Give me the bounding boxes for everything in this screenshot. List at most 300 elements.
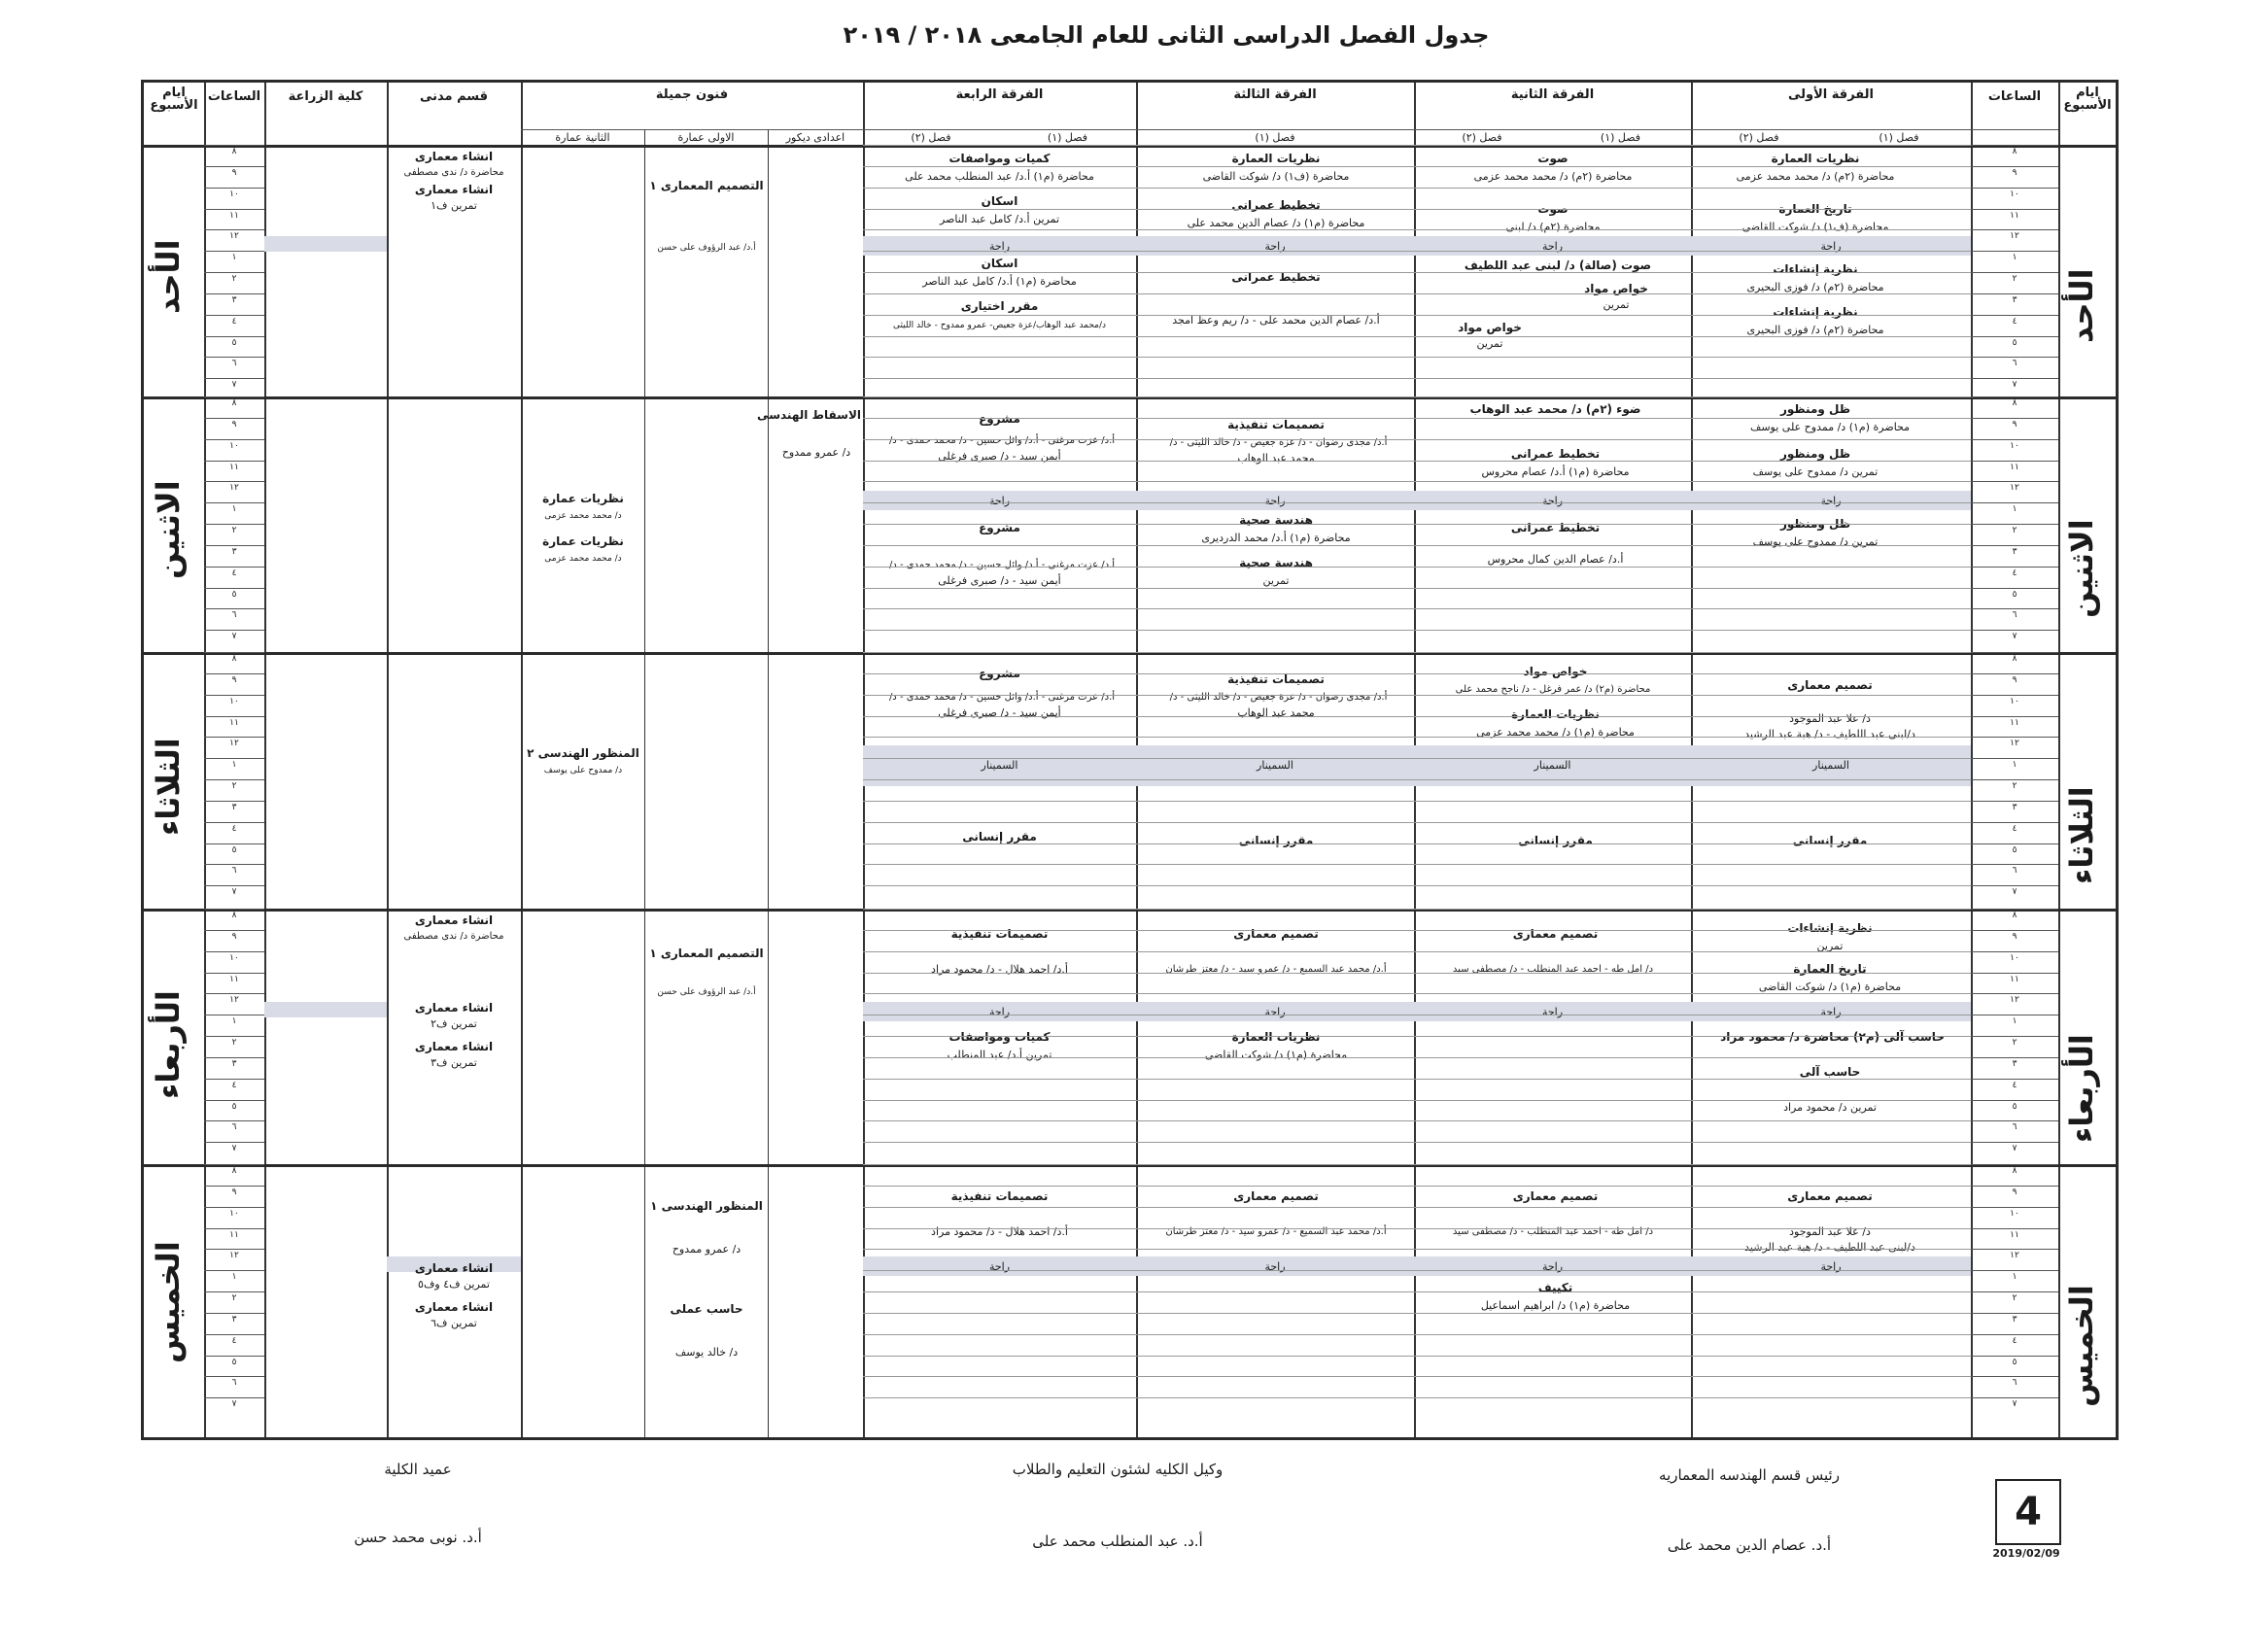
- grid-row-line: [863, 545, 1971, 546]
- hour-row-line: [204, 1376, 264, 1377]
- hour-row-line: [204, 588, 264, 589]
- cell-detail: أ.د/ احمد هلال - د/ محمود مراد: [931, 963, 1068, 976]
- grid-row-line: [863, 822, 1971, 823]
- cell-title: ظل ومنظور: [1779, 517, 1851, 531]
- vice-dean-title: وكيل الكليه لشئون التعليم والطلاب: [1012, 1461, 1224, 1478]
- cell-title: انشاء معمارى: [414, 913, 494, 927]
- hour-row-line: [1971, 1291, 2058, 1292]
- cell-detail: محمد عبد الوهاب: [1237, 452, 1315, 465]
- cell-title: خواص مواد: [1523, 665, 1588, 678]
- cell-detail: محاضرة (ف١) د/ شوكت القاضى: [1202, 170, 1350, 183]
- grid-row-line: [863, 229, 1971, 230]
- hour-number: ٥: [231, 589, 237, 600]
- hour-number: ٣: [231, 294, 237, 305]
- hour-number: ٥: [231, 337, 237, 348]
- hour-number: ٦: [2012, 866, 2017, 877]
- hour-row-line: [1971, 1207, 2058, 1208]
- cell-detail: محاضرة (ف١) د/ شوكت القاضى: [1741, 221, 1889, 233]
- hour-number: ١: [231, 1272, 237, 1283]
- hour-row-line: [204, 1164, 264, 1165]
- hour-row-line: [1971, 1186, 2058, 1187]
- hour-number: ١١: [229, 462, 239, 472]
- grid-row-line: [863, 1186, 1971, 1187]
- cell-detail: تمرين د/ ممدوح على يوسف: [1752, 465, 1879, 478]
- hour-row-line: [1971, 801, 2058, 802]
- hour-number: ٤: [2012, 1080, 2017, 1090]
- break-label: راحة: [1264, 240, 1286, 253]
- cell-detail: أيمن سيد - د/ صبرى فرغلى: [938, 450, 1061, 463]
- hour-row-line: [1971, 1228, 2058, 1229]
- row-line: [521, 129, 2058, 130]
- hour-row-line: [204, 822, 264, 823]
- hour-number: ٤: [2012, 823, 2017, 834]
- hour-number: ١١: [229, 974, 239, 984]
- cell-detail: محاضرة (م١) د/ ابراهيم اسماعيل: [1480, 1299, 1631, 1312]
- hour-row-line: [204, 251, 264, 252]
- grid-row-line: [863, 779, 1971, 780]
- hour-number: ٤: [231, 823, 237, 834]
- hour-row-line: [1971, 461, 2058, 462]
- grid-row-line: [863, 439, 1971, 440]
- hour-row-line: [1971, 652, 2058, 653]
- grid-row-line: [863, 652, 1971, 653]
- cell-title: صوت: [1537, 202, 1569, 216]
- hour-row-line: [1971, 716, 2058, 717]
- hour-row-line: [204, 166, 264, 167]
- grid-row-line: [863, 315, 1971, 316]
- cell-detail: أ.د/ عصام الدين محمد على - د/ ريم وعظ امجد: [1172, 314, 1380, 327]
- hour-row-line: [1971, 864, 2058, 865]
- cell-title: الاسقاط الهندسى: [757, 408, 861, 422]
- fine-arts-header: فنون جميلة: [655, 87, 729, 102]
- cell-title: كميات ومواصفات: [948, 152, 1051, 165]
- cell-detail: محاضرة (٢م) د/ لبنى: [1505, 221, 1601, 233]
- break-label: راحة: [1820, 1006, 1842, 1018]
- hour-number: ٨: [2012, 911, 2017, 920]
- cell-title: تخطيط عمرانى: [1231, 198, 1321, 212]
- hour-row-line: [204, 1397, 264, 1398]
- cell-title: تخطيط عمرانى: [1510, 447, 1601, 461]
- cell-detail: محاضرة (م١) د/ شوكت القاضى: [1758, 981, 1902, 993]
- hour-row-line: [204, 673, 264, 674]
- hour-number: ١١: [2010, 1229, 2019, 1240]
- hour-row-line: [1971, 673, 2058, 674]
- cell-detail: أ.د/ محمد عبد السميع - د/ عمرو سيد - د/ معتز طرشان: [1165, 964, 1387, 975]
- hour-row-line: [204, 461, 264, 462]
- cell-title: مشروع: [979, 667, 1020, 680]
- cell-detail: تمرين أ.د/ عبد المنطلب: [947, 1049, 1052, 1061]
- cell-title: تصميم معمارى: [1233, 927, 1319, 941]
- first-year-header: الفرقة الأولى: [1788, 87, 1874, 102]
- hour-row-line: [1971, 1036, 2058, 1037]
- hour-number: ٨: [2012, 147, 2017, 156]
- grid-row-line: [863, 272, 1971, 273]
- fa-arch2-header: الثانية عمارة: [555, 131, 610, 144]
- hour-number: ٩: [231, 674, 237, 685]
- hour-row-line: [204, 885, 264, 886]
- hour-number: ٥: [2012, 1101, 2017, 1112]
- break-label: راحة: [1264, 495, 1286, 507]
- hour-row-line: [1971, 1120, 2058, 1121]
- hour-row-line: [204, 1291, 264, 1292]
- hour-number: ١: [2012, 760, 2017, 771]
- cell-detail: محمد عبد الوهاب: [1237, 706, 1315, 719]
- col-line: [387, 83, 389, 1437]
- hour-number: ١٢: [229, 739, 239, 749]
- cell-detail: تمرين: [1262, 574, 1290, 587]
- hour-number: ٣: [2012, 802, 2017, 812]
- page-number: 4: [1995, 1479, 2061, 1545]
- hour-row-line: [1971, 336, 2058, 337]
- grid-row-line: [863, 336, 1971, 337]
- class1-header: فصل (١): [1600, 131, 1641, 144]
- cell-detail: تمرين: [1476, 337, 1503, 350]
- grid-row-line: [863, 737, 1971, 738]
- seminar-label: السمينار: [1257, 759, 1293, 772]
- col-line: [264, 83, 266, 1437]
- cell-detail: أ.د/ مجدى رضوان - د/ عزة جعيص - د/ خالد الليثى - د/: [1169, 437, 1388, 448]
- cell-title: مشروع: [979, 521, 1020, 534]
- grid-row-line: [863, 188, 1971, 189]
- grid-row-line: [863, 1142, 1971, 1143]
- hour-row-line: [204, 272, 264, 273]
- hour-number: ٧: [231, 632, 237, 642]
- hour-row-line: [204, 1142, 264, 1143]
- cell-title: كميات ومواصفات: [948, 1030, 1051, 1044]
- cell-title: حاسب آلى: [1799, 1065, 1861, 1079]
- hour-row-line: [1971, 930, 2058, 931]
- day-wednesday: الأربعاء: [2063, 1034, 2100, 1143]
- cell-title: انشاء معمارى: [414, 183, 494, 196]
- hour-number: ١: [2012, 253, 2017, 263]
- hour-number: ٣: [231, 802, 237, 812]
- hour-row-line: [1971, 1164, 2058, 1165]
- grid-row-line: [863, 930, 1971, 931]
- hour-number: ٦: [2012, 1378, 2017, 1389]
- hour-number: ٨: [231, 654, 237, 664]
- class1-header: فصل (١): [1879, 131, 1919, 144]
- grid-row-line: [863, 1079, 1971, 1080]
- hour-row-line: [204, 973, 264, 974]
- day-sunday: الأحد: [2063, 268, 2100, 344]
- cell-title: مقرر اختيارى: [960, 299, 1039, 313]
- hour-number: ٦: [2012, 1122, 2017, 1133]
- hour-row-line: [1971, 1100, 2058, 1101]
- hour-row-line: [1971, 1397, 2058, 1398]
- cell-title: انشاء معمارى: [414, 1261, 494, 1275]
- hour-number: ٨: [2012, 654, 2017, 664]
- col-line: [204, 83, 206, 1437]
- hour-number: ٩: [231, 167, 237, 178]
- cell-detail: محاضرة (م١) أ.د/ عبد المنطلب محمد على: [905, 170, 1094, 183]
- hour-row-line: [1971, 315, 2058, 316]
- grid-row-line: [863, 909, 1971, 910]
- class2-header: فصل (٢): [1739, 131, 1779, 144]
- hour-row-line: [204, 716, 264, 717]
- hour-row-line: [1971, 588, 2058, 589]
- break-label: راحة: [988, 240, 1011, 253]
- cell-title: ظل ومنظور: [1779, 447, 1851, 461]
- hour-row-line: [1971, 229, 2058, 230]
- cell-detail: أ.د/ مجدى رضوان - د/ عزة جعيص - د/ خالد الليثى - د/: [1169, 692, 1388, 703]
- break-row: [264, 236, 387, 252]
- hour-row-line: [1971, 481, 2058, 482]
- hour-row-line: [1971, 608, 2058, 609]
- grid-row-line: [863, 1249, 1971, 1250]
- grid-row-line: [863, 1376, 1971, 1377]
- hour-number: ٩: [2012, 167, 2017, 178]
- cell-title: تصميم معمارى: [1233, 1189, 1319, 1203]
- hour-number: ٩: [2012, 419, 2017, 430]
- hour-row-line: [204, 695, 264, 696]
- grid-row-line: [863, 524, 1971, 525]
- hour-number: ١٢: [2010, 995, 2019, 1006]
- cell-title: التصميم المعمارى ١: [649, 946, 764, 960]
- cell-title: تخطيط عمرانى: [1510, 521, 1601, 534]
- grid-row-line: [863, 1291, 1971, 1292]
- hour-number: ٩: [2012, 931, 2017, 942]
- cell-title: تاريخ العمارة: [1778, 202, 1852, 216]
- hour-number: ١٢: [2010, 739, 2019, 749]
- hour-number: ٧: [2012, 1399, 2017, 1410]
- hour-row-line: [1971, 209, 2058, 210]
- hours-header: الساعات: [1987, 89, 2042, 104]
- cell-detail: محاضرة (م١) أ.د/ عصام محروس: [1481, 465, 1630, 478]
- cell-detail: تمرين ف٢: [431, 1017, 477, 1030]
- cell-title: المنظور الهندسى ١: [650, 1199, 763, 1213]
- cell-title: اسكان: [981, 194, 1018, 208]
- hour-number: ١٢: [229, 995, 239, 1006]
- hour-number: ١: [2012, 504, 2017, 515]
- dean-title: عميد الكلية: [384, 1461, 452, 1478]
- hour-number: ٤: [231, 568, 237, 578]
- grid-row-line: [863, 378, 1971, 379]
- fourth-year-header: الفرقة الرابعة: [955, 87, 1044, 102]
- civil-header: قسم مدنى: [419, 89, 489, 104]
- hour-row-line: [1971, 145, 2058, 146]
- grid-row-line: [863, 885, 1971, 886]
- hour-number: ٤: [2012, 568, 2017, 578]
- cell-title: انشاء معمارى: [414, 1040, 494, 1053]
- hour-row-line: [1971, 1270, 2058, 1271]
- day-thursday: الخميس: [2063, 1285, 2100, 1407]
- cell-title: تصميم معمارى: [1512, 927, 1599, 941]
- hour-row-line: [204, 608, 264, 609]
- hour-row-line: [204, 737, 264, 738]
- cell-detail: محاضرة (م٢) د/ عمر فرغل - د/ ناجح محمد على: [1455, 684, 1651, 695]
- hour-row-line: [1971, 1057, 2058, 1058]
- hour-number: ٣: [231, 1058, 237, 1069]
- hour-number: ٢: [2012, 1293, 2017, 1303]
- hour-row-line: [204, 864, 264, 865]
- cell-detail: تمرين ف٤ وف٥: [418, 1278, 490, 1291]
- hour-row-line: [204, 1356, 264, 1357]
- cell-detail: أ.د/ عزت مرغنى - أ.د/ وائل حسين - د/ محمد حمدى - د/: [888, 560, 1116, 570]
- hour-number: ٧: [231, 887, 237, 898]
- hour-row-line: [1971, 885, 2058, 886]
- cell-detail: محاضرة د/ ندى مصطفى: [403, 931, 504, 942]
- seminar-label: السمينار: [981, 759, 1018, 772]
- cell-detail: محاضرة (م١) د/ عصام الدين محمد على: [1187, 217, 1365, 229]
- hour-row-line: [204, 758, 264, 759]
- hour-number: ٥: [2012, 844, 2017, 855]
- class2-header: فصل (٢): [1462, 131, 1502, 144]
- document-date: 2019/02/09: [1992, 1547, 2060, 1560]
- hour-row-line: [204, 630, 264, 631]
- hour-number: ٧: [2012, 632, 2017, 642]
- hour-number: ٨: [231, 911, 237, 920]
- cell-title: ضوء (٢م) د/ محمد عبد الوهاب: [1469, 402, 1641, 416]
- hour-number: ٣: [2012, 294, 2017, 305]
- grid-row-line: [863, 608, 1971, 609]
- cell-title: مشروع: [979, 412, 1020, 426]
- hour-number: ٢: [2012, 781, 2017, 791]
- col-line: [1971, 83, 1973, 1437]
- hour-number: ١٠: [2010, 696, 2019, 706]
- hour-number: ١٠: [2010, 440, 2019, 451]
- cell-detail: د/ عمرو ممدوح: [781, 446, 851, 459]
- cell-title: صوت: [1537, 152, 1569, 165]
- break-label: راحة: [1541, 1260, 1564, 1273]
- grid-row-line: [863, 396, 1971, 397]
- hour-row-line: [204, 1228, 264, 1229]
- hour-row-line: [1971, 357, 2058, 358]
- hour-row-line: [1971, 188, 2058, 189]
- break-label: راحة: [1820, 240, 1842, 253]
- cell-detail: تمرين أ.د/ كامل عبد الناصر: [939, 213, 1060, 225]
- cell-detail: تمرين: [1603, 298, 1630, 311]
- hour-row-line: [204, 951, 264, 952]
- hour-row-line: [1971, 695, 2058, 696]
- agriculture-header: كلية الزراعة: [288, 89, 363, 104]
- hour-number: ١٠: [229, 189, 239, 199]
- grid-row-line: [863, 1270, 1971, 1271]
- grid-row-line: [863, 951, 1971, 952]
- hour-number: ١٠: [229, 952, 239, 963]
- hour-row-line: [204, 418, 264, 419]
- hour-number: ٦: [2012, 610, 2017, 621]
- col-line: [768, 129, 769, 1437]
- day-thursday: الخميس: [150, 1241, 187, 1363]
- hour-number: ٩: [2012, 674, 2017, 685]
- grid-row-line: [863, 1334, 1971, 1335]
- cell-title: تخطيط عمرانى: [1231, 270, 1321, 284]
- grid-row-line: [863, 145, 1971, 146]
- class1-header: فصل (١): [1255, 131, 1295, 144]
- col-line: [2058, 83, 2060, 1437]
- hour-number: ١٢: [229, 231, 239, 242]
- cell-title: انشاء معمارى: [414, 1300, 494, 1314]
- cell-detail: أيمن سيد - د/ صبرى فرغلى: [938, 706, 1061, 719]
- hour-row-line: [1971, 1249, 2058, 1250]
- hour-number: ٧: [2012, 380, 2017, 391]
- hour-row-line: [204, 293, 264, 294]
- cell-title: مقرر إنسانى: [1238, 834, 1314, 847]
- cell-title: تصميم معمارى: [1512, 1189, 1599, 1203]
- hour-row-line: [1971, 524, 2058, 525]
- hour-number: ١: [2012, 1016, 2017, 1027]
- cell-detail: أ.د/ محمد عبد السميع - د/ عمرو سيد - د/ معتز طرشان: [1165, 1226, 1387, 1237]
- grid-row-line: [863, 567, 1971, 568]
- cell-detail: محاضرة (م١) د/ محمد محمد عزمى: [1476, 726, 1635, 739]
- hour-number: ٦: [231, 1378, 237, 1389]
- cell-title: تكييف: [1537, 1281, 1573, 1294]
- day-tuesday: الثلاثاء: [150, 738, 187, 837]
- grid-row-line: [863, 461, 1971, 462]
- hour-number: ١: [231, 253, 237, 263]
- hour-row-line: [204, 930, 264, 931]
- cell-detail: تمرين د/ ممدوح على يوسف: [1752, 535, 1879, 548]
- hour-number: ١١: [2010, 974, 2019, 984]
- break-label: راحة: [1264, 1006, 1286, 1018]
- head-dept-name: أ.د. عصام الدين محمد على: [1667, 1536, 1832, 1554]
- vice-dean-name: أ.د. عبد المنطلب محمد على: [1032, 1532, 1203, 1550]
- cell-detail: تمرين: [1816, 940, 1844, 952]
- hour-row-line: [204, 909, 264, 910]
- hour-number: ٥: [2012, 1357, 2017, 1367]
- cell-title: نظريات عمارة: [542, 534, 624, 548]
- cell-detail: محاضرة (٢م) د/ محمد محمد عزمى: [1736, 170, 1895, 183]
- cell-detail: أ.د/ عبد الرؤوف على حسن: [657, 987, 756, 997]
- grid-row-line: [863, 716, 1971, 717]
- hour-row-line: [204, 188, 264, 189]
- grid-row-line: [863, 1313, 1971, 1314]
- hour-number: ٥: [231, 1101, 237, 1112]
- cell-detail: محاضرة د/ ندى مصطفى: [403, 167, 504, 178]
- hour-number: ١٢: [2010, 231, 2019, 242]
- grid-row-line: [863, 1100, 1971, 1101]
- hour-number: ١٠: [2010, 952, 2019, 963]
- hour-row-line: [204, 524, 264, 525]
- grid-row-line: [863, 695, 1971, 696]
- grid-row-line: [863, 630, 1971, 631]
- hour-row-line: [1971, 630, 2058, 631]
- hour-number: ٣: [231, 546, 237, 557]
- hour-row-line: [204, 1270, 264, 1271]
- cell-title: تصميمات تنفيذية: [950, 927, 1049, 941]
- break-label: راحة: [1264, 1260, 1286, 1273]
- hour-number: ٨: [2012, 398, 2017, 408]
- hour-number: ٤: [231, 316, 237, 327]
- grid-row-line: [863, 864, 1971, 865]
- hour-row-line: [1971, 758, 2058, 759]
- hour-number: ٤: [2012, 1335, 2017, 1346]
- grid-row-line: [863, 993, 1971, 994]
- cell-detail: د/لبنى عبد اللطيف - د/ هبة عبد الرشيد: [1744, 1241, 1915, 1254]
- hour-number: ٦: [2012, 359, 2017, 369]
- cell-detail: أ.د/ عصام الدين كمال محروس: [1487, 553, 1624, 566]
- grid-row-line: [863, 293, 1971, 294]
- grid-row-line: [863, 973, 1971, 974]
- hour-row-line: [204, 1079, 264, 1080]
- grid-row-line: [863, 673, 1971, 674]
- hour-number: ١٢: [229, 1251, 239, 1261]
- grid-row-line: [863, 481, 1971, 482]
- hour-row-line: [1971, 909, 2058, 910]
- cell-title: حاسب عملى: [670, 1302, 743, 1316]
- cell-title: نظرية إنشاءات: [1787, 921, 1873, 935]
- cell-title: نظريات العمارة: [1771, 152, 1860, 165]
- hour-number: ٩: [231, 1187, 237, 1197]
- hour-number: ٢: [2012, 526, 2017, 535]
- break-label: راحة: [988, 1006, 1011, 1018]
- grid-row-line: [863, 1057, 1971, 1058]
- cell-title: مقرر إنسانى: [1792, 834, 1868, 847]
- hour-number: ٧: [2012, 1144, 2017, 1154]
- hour-row-line: [204, 779, 264, 780]
- hour-number: ١٠: [229, 1208, 239, 1219]
- hour-number: ١٠: [2010, 189, 2019, 199]
